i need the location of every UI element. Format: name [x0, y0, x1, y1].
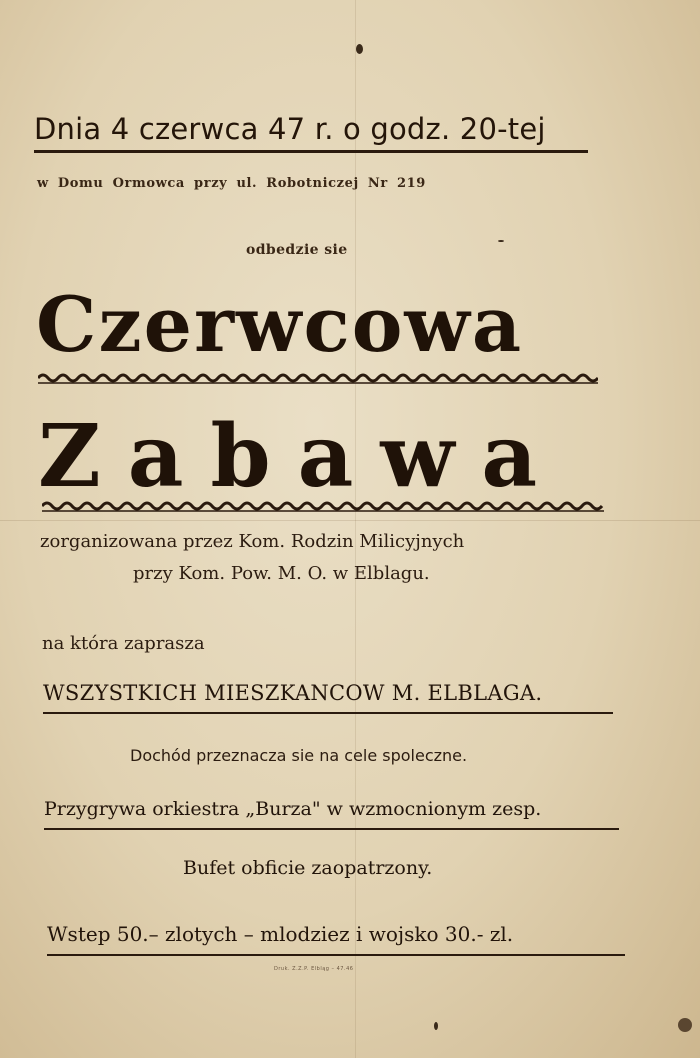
title-word-1: Czerwcowa	[36, 280, 524, 369]
printer-line: Druk. Z.Z.P. Elbląg – 47.46	[274, 966, 354, 972]
buffet-line: Bufet obficie zaopatrzony.	[183, 857, 433, 879]
fold-crease-horizontal	[0, 520, 700, 521]
fold-crease-vertical	[355, 0, 356, 1058]
organizer-line-2: przy Kom. Pow. M. O. w Elblagu.	[133, 563, 430, 584]
audience-underline	[43, 712, 613, 714]
paper-speck	[356, 44, 363, 54]
paper-speck	[678, 1018, 692, 1032]
will-take-place: odbedzie sie	[246, 242, 348, 258]
organizer-line-1: zorganizowana przez Kom. Rodzin Milicyjnych	[40, 531, 465, 552]
date-line: Dnia 4 czerwca 47 r. o godz. 20-tej	[34, 112, 546, 146]
orchestra-underline	[44, 828, 619, 830]
income-line: Dochód przeznacza sie na cele spoleczne.	[130, 746, 468, 765]
venue-line: w Domu Ormowca przy ul. Robotniczej Nr 219	[37, 176, 426, 191]
paper-speck	[498, 240, 504, 242]
ornamental-border-1	[38, 370, 598, 386]
paper-speck	[434, 1022, 438, 1030]
title-word-2: Zabawa	[38, 406, 565, 507]
entry-underline	[47, 954, 625, 956]
entry-line: Wstep 50.– zlotych – mlodziez i wojsko 30.- zl.	[47, 922, 514, 946]
audience-line: WSZYSTKICH MIESZKANCOW M. ELBLAGA.	[43, 681, 543, 705]
date-underline	[34, 150, 588, 153]
invite-line: na która zaprasza	[42, 633, 205, 654]
ornamental-border-2	[42, 498, 604, 514]
orchestra-line: Przygrywa orkiestra „Burza" w wzmocnionym zesp.	[44, 798, 542, 820]
